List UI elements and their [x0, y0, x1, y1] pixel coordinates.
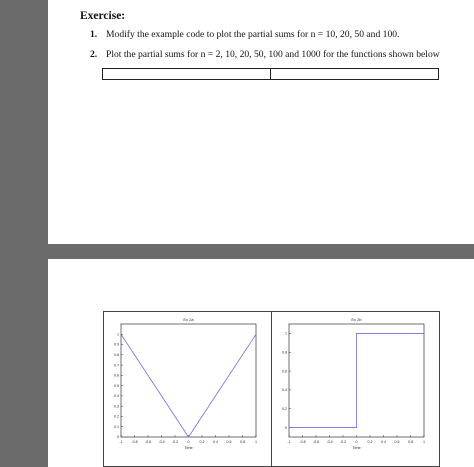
x-tick-label: 0.6 — [394, 440, 400, 444]
x-tick-label: 1 — [255, 440, 257, 444]
x-tick-label: -0.6 — [312, 440, 320, 444]
chart-title: Ex 2b — [351, 317, 362, 322]
x-tick-label: 0.8 — [240, 440, 245, 444]
chart-ex-2b — [272, 312, 439, 466]
y-tick-label: 0.6 — [114, 373, 119, 378]
y-tick-label: 0 — [117, 435, 119, 440]
exercise-item-2 — [90, 49, 440, 60]
y-tick-label: 1 — [117, 332, 119, 337]
y-tick-label: 0.4 — [282, 388, 287, 393]
y-tick-label: 0.9 — [114, 342, 119, 347]
figure-cell-right — [272, 312, 439, 466]
series-line — [289, 333, 424, 427]
y-tick-label: 0.2 — [114, 414, 119, 419]
series-line — [121, 334, 256, 437]
plot-frame — [121, 324, 256, 437]
x-tick-label: -1 — [119, 440, 123, 444]
item-number: 1. — [90, 29, 98, 40]
exercise-heading: Exercise: — [80, 10, 126, 22]
x-tick-label: -0.4 — [158, 440, 165, 444]
table-cell-left — [103, 69, 271, 79]
exercise-item-1 — [90, 29, 399, 40]
item-text: Modify the example code to plot the partial sums for n = 10, 20, 50 and 100. — [106, 29, 400, 40]
chart-title: Ex 2a — [183, 317, 194, 322]
document-page-1 — [48, 0, 474, 244]
x-tick-label: 0 — [187, 440, 190, 444]
x-axis-label: Time — [352, 446, 361, 450]
item-text: Plot the partial sums for n = 2, 10, 20, 50, 100 and 1000 for the functions shown below — [106, 49, 440, 60]
y-tick-label: 0.6 — [282, 369, 287, 374]
x-tick-label: 0.4 — [213, 440, 218, 444]
y-tick-label: 0.5 — [114, 383, 119, 388]
document-page-2 — [48, 259, 474, 467]
table-cell-right — [271, 69, 438, 79]
item-number: 2. — [90, 49, 98, 60]
y-tick-label: 0.4 — [114, 394, 119, 399]
x-tick-label: -1 — [287, 440, 291, 444]
y-tick-label: 0.8 — [114, 353, 119, 358]
x-tick-label: 0.4 — [381, 440, 386, 444]
empty-table-row — [102, 68, 439, 80]
y-tick-label: 0.8 — [282, 350, 287, 355]
x-tick-label: -0.2 — [339, 440, 347, 444]
figure-table — [103, 311, 440, 467]
x-tick-label: 0.6 — [226, 440, 232, 444]
x-tick-label: 0 — [355, 440, 358, 444]
x-tick-label: 0.8 — [408, 440, 413, 444]
x-tick-label: 1 — [423, 440, 425, 444]
y-tick-label: 0.7 — [114, 363, 119, 368]
x-tick-label: 0.2 — [367, 440, 373, 444]
y-tick-label: 0 — [285, 425, 287, 430]
y-tick-label: 1 — [285, 331, 287, 336]
y-tick-label: 0.2 — [282, 406, 287, 411]
x-tick-label: -0.8 — [299, 440, 306, 444]
x-axis-label: Time — [184, 446, 193, 450]
chart-ex-2a — [104, 312, 271, 466]
x-tick-label: -0.6 — [144, 440, 152, 444]
figure-cell-left — [104, 312, 272, 466]
y-tick-label: 0.3 — [114, 404, 119, 409]
x-tick-label: -0.2 — [171, 440, 179, 444]
x-tick-label: 0.2 — [199, 440, 205, 444]
y-tick-label: 0.1 — [114, 424, 119, 429]
x-tick-label: -0.8 — [131, 440, 138, 444]
x-tick-label: -0.4 — [326, 440, 333, 444]
